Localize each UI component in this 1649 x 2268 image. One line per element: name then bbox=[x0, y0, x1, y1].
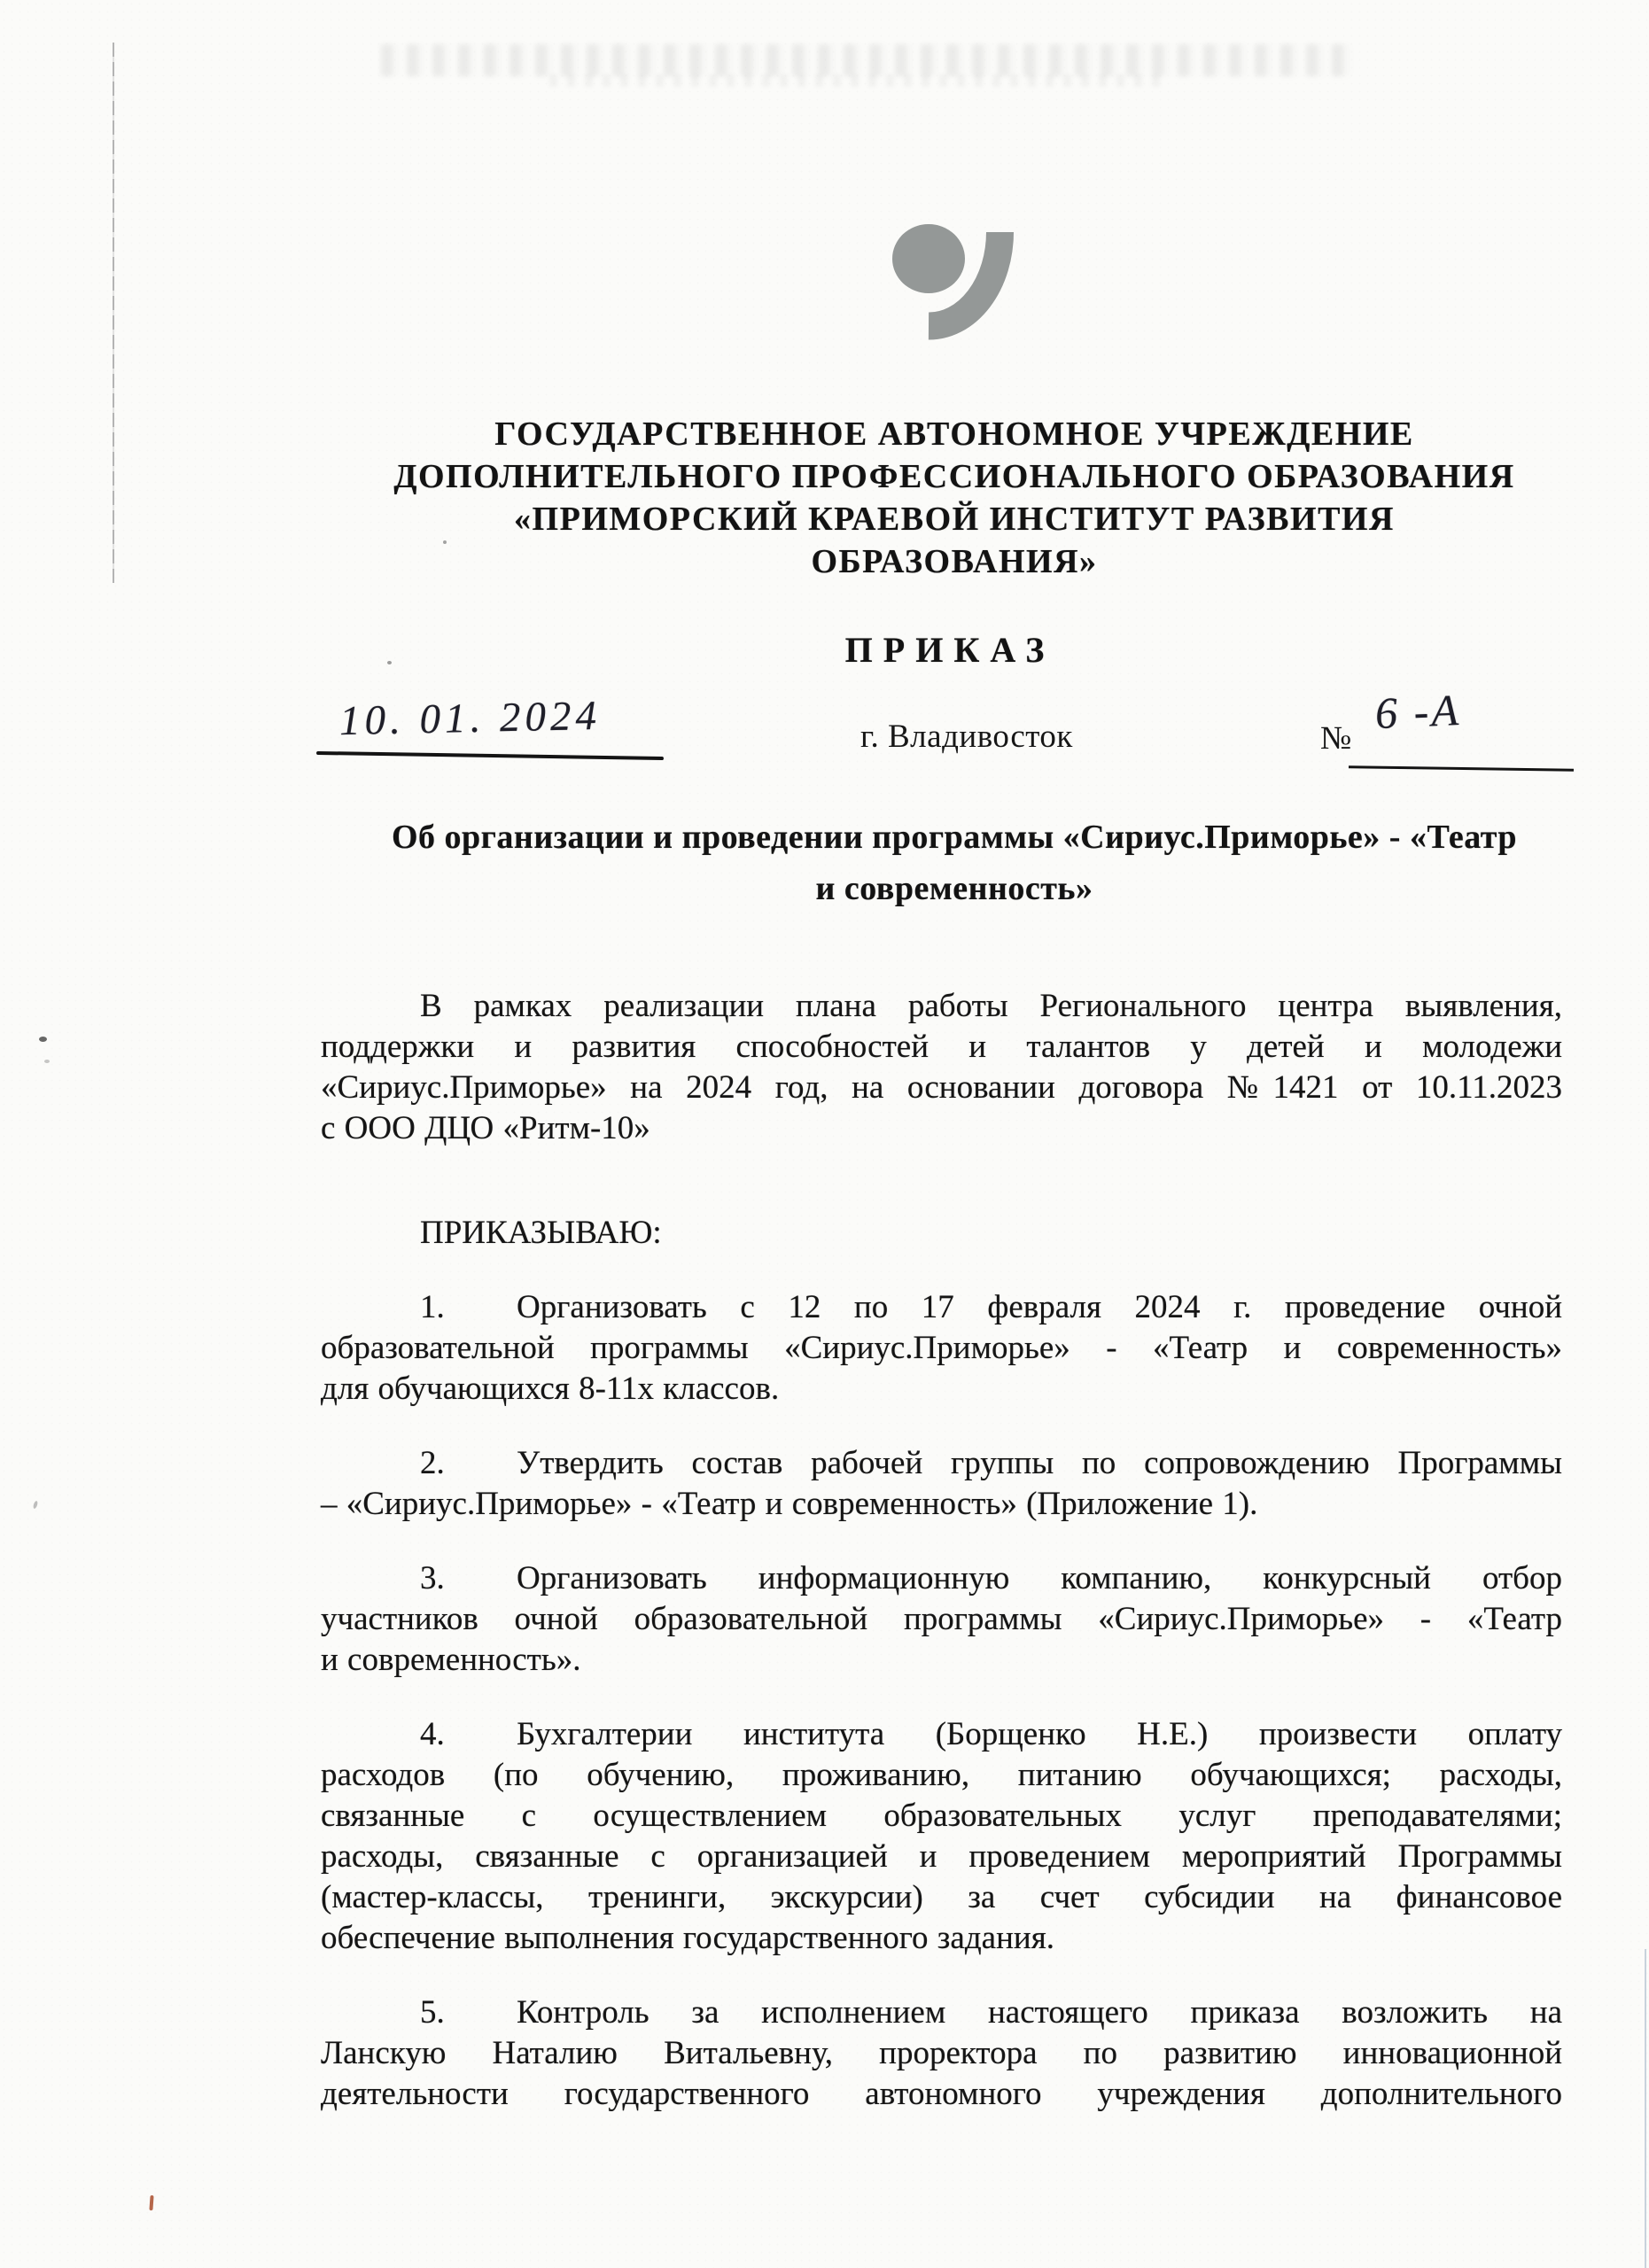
item-number: 4. bbox=[420, 1716, 445, 1752]
city-label: г. Владивосток bbox=[860, 718, 1073, 755]
body-line: участников очной образовательной программы «Сириус.Приморье» - «Театр bbox=[321, 1601, 1562, 1637]
body-line: – «Сириус.Приморье» - «Театр и современность» (Приложение 1). bbox=[321, 1486, 1258, 1522]
scan-bleedthrough-smudge bbox=[549, 74, 1170, 87]
item-number: 1. bbox=[420, 1289, 445, 1325]
item-5 bbox=[321, 1992, 1562, 2115]
body-line: (мастер-классы, тренинги, экскурсии) за счет субсидии на финансовое bbox=[321, 1879, 1562, 1915]
order-title-line: Об организации и проведении программы «Сириус.Приморье» - «Театр bbox=[391, 819, 1517, 856]
body-line: расходов (по обучению, проживанию, питанию обучающихся; расходы, bbox=[321, 1757, 1562, 1793]
organization-name-line: ГОСУДАРСТВЕННОЕ АВТОНОМНОЕ УЧРЕЖДЕНИЕ bbox=[494, 416, 1414, 453]
scan-edge-line bbox=[113, 43, 114, 583]
body-line: 3. Организовать информационную компанию, конкурсный отбор bbox=[321, 1558, 1562, 1599]
body-line: В рамках реализации плана работы Регионального центра выявления, bbox=[420, 988, 1562, 1024]
scan-speck bbox=[387, 661, 392, 664]
pen-mark bbox=[149, 2195, 153, 2210]
body-line: 4. Бухгалтерии института (Борщенко Н.Е.) произвести оплату bbox=[321, 1714, 1562, 1755]
item-3 bbox=[321, 1558, 1562, 1681]
body-line: 5. Контроль за исполнением настоящего приказа возложить на bbox=[321, 1992, 1562, 2033]
item-number: 3. bbox=[420, 1560, 445, 1596]
body-line: 2. Утвердить состав рабочей группы по сопровождению Программы bbox=[321, 1443, 1562, 1484]
body-line: Ланскую Наталию Витальевну, проректора по развитию инновационной bbox=[321, 2035, 1562, 2071]
body-line: 1. Организовать с 12 по 17 февраля 2024 г. проведение очной bbox=[321, 1287, 1562, 1328]
body-line: расходы, связанные с организацией и проведением мероприятий Программы bbox=[321, 1838, 1562, 1875]
item-4 bbox=[321, 1714, 1562, 1959]
organization-name-line: ДОПОЛНИТЕЛЬНОГО ПРОФЕССИОНАЛЬНОГО ОБРАЗОВАНИЯ bbox=[393, 458, 1515, 495]
body-line: с ООО ДЦО «Ритм-10» bbox=[321, 1110, 650, 1146]
scan-edge-line bbox=[1645, 1949, 1646, 2268]
body-line: обеспечение выполнения государственного задания. bbox=[321, 1920, 1054, 1956]
body-line: поддержки и развития способностей и талантов у детей и молодежи bbox=[321, 1029, 1562, 1065]
date-underline bbox=[316, 751, 664, 760]
scan-speck bbox=[39, 1037, 47, 1042]
body-line: и современность». bbox=[321, 1642, 581, 1678]
scan-speck bbox=[33, 1501, 39, 1510]
body-line: ПРИКАЗЫВАЮ: bbox=[420, 1215, 662, 1251]
item-number: 2. bbox=[420, 1445, 445, 1481]
item-1 bbox=[321, 1287, 1562, 1410]
body-line: «Сириус.Приморье» на 2024 год, на основании договора №1421 от 10.11.2023 bbox=[321, 1069, 1562, 1106]
organization-name bbox=[334, 413, 1575, 583]
handwritten-date: 10. 01. 2024 bbox=[338, 692, 602, 745]
item-number: 5. bbox=[420, 1994, 445, 2031]
number-sign: № bbox=[1320, 720, 1352, 757]
command-word bbox=[321, 1213, 1562, 1254]
body-line: деятельности государственного автономного учреждения дополнительного bbox=[321, 2076, 1562, 2112]
intro-paragraph bbox=[321, 986, 1562, 1149]
document-type-heading: ПРИКАЗ bbox=[844, 630, 1055, 670]
organization-name-line: «ПРИМОРСКИЙ КРАЕВОЙ ИНСТИТУТ РАЗВИТИЯ bbox=[514, 501, 1395, 538]
body-line: связанные с осуществлением образовательных услуг преподавателями; bbox=[321, 1798, 1562, 1834]
order-title-line: и современность» bbox=[815, 870, 1093, 907]
scan-bleedthrough-smudge bbox=[381, 44, 1356, 76]
number-underline bbox=[1349, 765, 1574, 772]
item-2 bbox=[321, 1443, 1562, 1525]
order-title bbox=[334, 812, 1575, 914]
institute-comma-logo-icon bbox=[886, 220, 1019, 346]
organization-name-line: ОБРАЗОВАНИЯ» bbox=[811, 543, 1098, 580]
body-line: для обучающихся 8-11х классов. bbox=[321, 1371, 780, 1407]
body-line: образовательной программы «Сириус.Приморье» - «Театр и современность» bbox=[321, 1330, 1562, 1366]
scan-speck bbox=[44, 1060, 50, 1063]
order-body bbox=[321, 986, 1562, 2115]
handwritten-order-number: 6 -А bbox=[1373, 684, 1462, 739]
